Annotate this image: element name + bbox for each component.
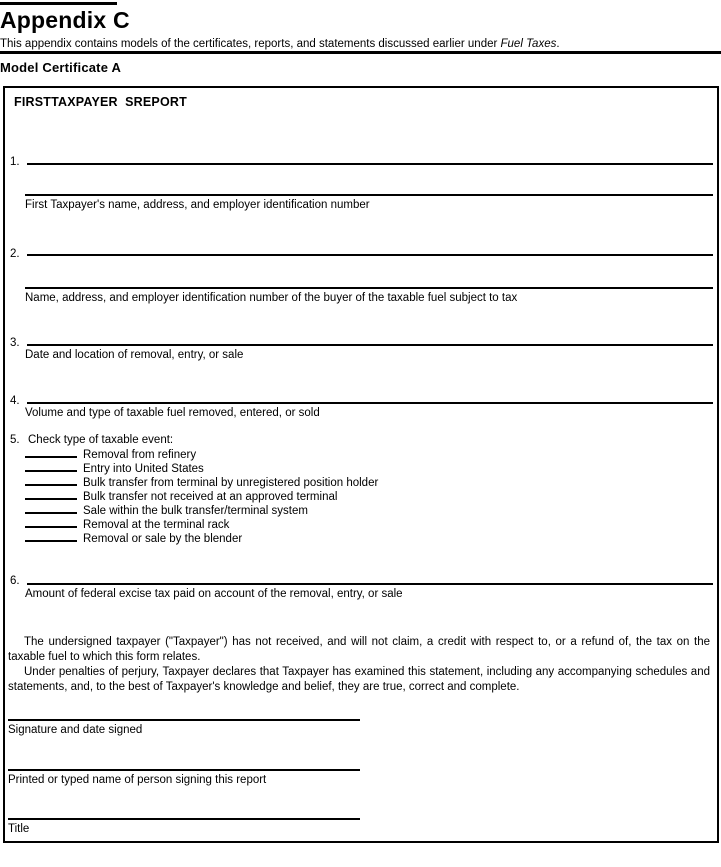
item-3-blank-line: [27, 344, 713, 346]
declaration-paragraph-2: Under penalties of perjury, Taxpayer declares that Taxpayer has examined this statement, including any accompanying schedules and statements, and, to the best of Taxpayer's knowledge and belief, they are true, correct and complete.: [8, 666, 710, 693]
item-2-blank-line-1: [27, 254, 713, 256]
item-2-blank-line-2: [25, 287, 713, 289]
checklist-option-label: Removal at the terminal rack: [83, 519, 230, 531]
checklist-row: [25, 516, 229, 530]
checklist-blank-line: [25, 502, 77, 514]
signature-label: Signature and date signed: [8, 724, 143, 736]
item-3-label: Date and location of removal, entry, or sale: [25, 349, 244, 361]
checklist-blank-line: [25, 474, 77, 486]
heading-rule: [0, 2, 117, 5]
item-5-number: 5.: [10, 434, 20, 446]
intro-italic-term: Fuel Taxes: [500, 38, 557, 50]
checklist-row: [25, 446, 196, 460]
certificate-box: [3, 86, 719, 843]
item-6-label: Amount of federal excise tax paid on account of the removal, entry, or sale: [25, 588, 403, 600]
item-1-number: 1.: [10, 156, 20, 168]
item-4-number: 4.: [10, 395, 20, 407]
declaration-paragraph-1: The undersigned taxpayer ("Taxpayer") has not received, and will not claim, a credit with respect to, or a refund of, the tax on the taxable fuel to which this form relates.: [8, 636, 710, 663]
item-2-number: 2.: [10, 248, 20, 260]
intro-text: [0, 37, 721, 51]
checklist-row: [25, 502, 308, 516]
form-title: FIRSTTAXPAYER SREPORT: [14, 95, 187, 109]
checklist-blank-line: [25, 516, 77, 528]
checklist-option-label: Bulk transfer from terminal by unregistered position holder: [83, 477, 379, 489]
item-1-label: First Taxpayer's name, address, and employer identification number: [25, 199, 370, 211]
checklist-blank-line: [25, 460, 77, 472]
title-label: Title: [8, 823, 30, 835]
item-6-blank-line: [27, 583, 713, 585]
checklist-option-label: Bulk transfer not received at an approved terminal: [83, 491, 338, 503]
intro-suffix: .: [556, 38, 560, 50]
item-4-blank-line: [27, 402, 713, 404]
intro-prefix: This appendix contains models of the certificates, reports, and statements discussed earlier under: [0, 38, 501, 50]
checklist-row: [25, 474, 378, 488]
checklist-row: [25, 530, 242, 544]
checklist-option-label: Sale within the bulk transfer/terminal system: [83, 505, 308, 517]
checklist-blank-line: [25, 446, 77, 458]
checklist-row: [25, 460, 204, 474]
printed-name-label: Printed or typed name of person signing this report: [8, 774, 267, 786]
section-divider: [0, 51, 721, 54]
checklist-option-label: Removal from refinery: [83, 449, 197, 461]
page-title: Appendix C: [0, 7, 130, 33]
printed-name-line: [8, 769, 360, 771]
item-5-label: Check type of taxable event:: [28, 434, 174, 446]
title-line: [8, 818, 360, 820]
signature-line: [8, 719, 360, 721]
item-3-number: 3.: [10, 337, 20, 349]
checklist-row: [25, 488, 337, 502]
checklist-blank-line: [25, 488, 77, 500]
checklist-option-label: Entry into United States: [83, 463, 204, 475]
item-1-blank-line-2: [25, 194, 713, 196]
item-6-number: 6.: [10, 575, 20, 587]
checklist-blank-line: [25, 530, 77, 542]
item-2-label: Name, address, and employer identification number of the buyer of the taxable fuel subject to tax: [25, 292, 518, 304]
item-1-blank-line-1: [27, 163, 713, 165]
checklist-option-label: Removal or sale by the blender: [83, 533, 243, 545]
item-4-label: Volume and type of taxable fuel removed, entered, or sold: [25, 407, 320, 419]
section-heading: Model Certificate A: [0, 60, 122, 75]
